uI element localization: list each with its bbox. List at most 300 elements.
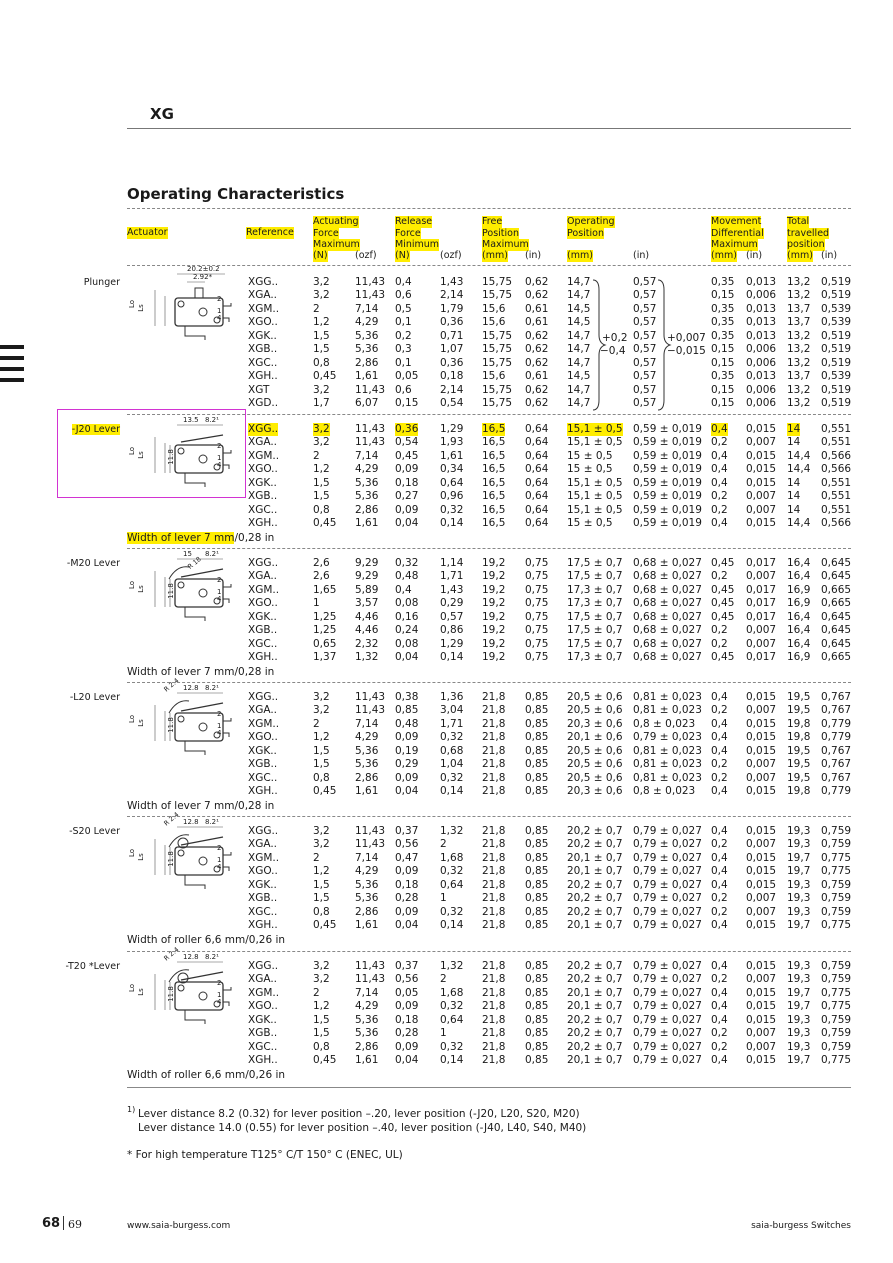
table-cell: 14,5 bbox=[567, 370, 591, 383]
table-cell: 0,015 bbox=[746, 825, 777, 837]
divider bbox=[127, 208, 851, 209]
table-cell: 0,54 bbox=[440, 397, 464, 410]
document-title: XG bbox=[150, 105, 174, 123]
table-cell: 3,2 bbox=[313, 691, 330, 703]
table-cell: 0,519 bbox=[821, 397, 852, 410]
table-cell: 0,79 ± 0,027 bbox=[633, 1040, 702, 1053]
table-cell: XGK.. bbox=[248, 744, 277, 757]
table-cell: 0,566 bbox=[821, 449, 852, 462]
table-cell: 0,04 bbox=[395, 919, 419, 932]
table-cell: 0,64 bbox=[440, 878, 464, 891]
table-cell: 0,57 bbox=[633, 356, 657, 369]
table-cell: 0,2 bbox=[711, 704, 728, 717]
dim-label: 20.2±0.2 bbox=[187, 265, 220, 273]
table-cell: 0,566 bbox=[821, 463, 852, 476]
table-cell: 2,86 bbox=[355, 356, 379, 369]
table-cell: 0,2 bbox=[711, 436, 728, 449]
table-cell: 16,4 bbox=[787, 637, 811, 650]
table-cell: 0,16 bbox=[395, 610, 419, 623]
table-cell: 0,09 bbox=[395, 463, 419, 476]
table-cell: 5,36 bbox=[355, 878, 379, 891]
table-cell: 0,015 bbox=[746, 1054, 777, 1067]
table-cell: XGM.. bbox=[248, 302, 280, 315]
table-cell: 1,25 bbox=[313, 624, 337, 637]
table-cell: 0,85 bbox=[525, 744, 549, 757]
table-cell: 0,64 bbox=[525, 423, 549, 435]
table-cell: 0,85 bbox=[525, 731, 549, 744]
table-cell: 13,7 bbox=[787, 316, 811, 329]
table-cell: 3,57 bbox=[355, 597, 379, 610]
table-cell: 21,8 bbox=[482, 691, 506, 703]
table-cell: 0,08 bbox=[395, 597, 419, 610]
table-cell: 17,5 ± 0,7 bbox=[567, 624, 623, 637]
table-cell: 0,45 bbox=[711, 557, 735, 569]
table-cell: 0,75 bbox=[525, 610, 549, 623]
table-cell: 7,14 bbox=[355, 449, 379, 462]
group-label: Plunger bbox=[83, 277, 120, 288]
table-cell: 1,71 bbox=[440, 717, 464, 730]
table-cell: 16,4 bbox=[787, 610, 811, 623]
table-cell: 0,14 bbox=[440, 651, 464, 664]
tolerance-minus: −0,015 bbox=[667, 345, 706, 357]
table-cell: 0,35 bbox=[711, 276, 735, 288]
table-cell: 19,7 bbox=[787, 1000, 811, 1013]
table-cell: 0,79 ± 0,027 bbox=[633, 878, 702, 891]
table-cell: 13,2 bbox=[787, 329, 811, 342]
table-cell: 4,29 bbox=[355, 316, 379, 329]
table-cell: 21,8 bbox=[482, 1000, 506, 1013]
unit-label: (ozf) bbox=[440, 250, 462, 261]
table-cell: 0,62 bbox=[525, 329, 549, 342]
table-cell: 0,57 bbox=[633, 343, 657, 356]
table-cell: 20,2 ± 0,7 bbox=[567, 960, 623, 972]
table-cell: 15,75 bbox=[482, 397, 513, 410]
table-cell: 0,015 bbox=[746, 744, 777, 757]
table-cell: 0,006 bbox=[746, 343, 777, 356]
table-cell: 0,32 bbox=[440, 771, 464, 784]
table-cell: 16,9 bbox=[787, 651, 811, 664]
table-cell: 0,37 bbox=[395, 825, 419, 837]
table-cell: 19,2 bbox=[482, 624, 506, 637]
table-cell: 0,015 bbox=[746, 785, 777, 798]
table-cell: 0,45 bbox=[313, 517, 337, 530]
table-cell: 0,36 bbox=[440, 316, 464, 329]
dim-ls-label: Ls bbox=[136, 853, 145, 861]
table-cell: 0,8 ± 0,023 bbox=[633, 785, 696, 798]
table-cell: 0,85 bbox=[525, 1013, 549, 1026]
table-cell: 1,43 bbox=[440, 583, 464, 596]
table-cell: 21,8 bbox=[482, 865, 506, 878]
table-cell: 20,2 ± 0,7 bbox=[567, 905, 623, 918]
table-cell: 21,8 bbox=[482, 1054, 506, 1067]
table-cell: 16,4 bbox=[787, 557, 811, 569]
table-cell: 0,59 ± 0,019 bbox=[633, 503, 702, 516]
table-cell: 0,56 bbox=[395, 838, 419, 851]
table-cell: 16,9 bbox=[787, 597, 811, 610]
table-cell: 1,5 bbox=[313, 490, 330, 503]
table-cell: 0,62 bbox=[525, 397, 549, 410]
column-header-total: position bbox=[787, 239, 825, 250]
table-cell: 0,017 bbox=[746, 583, 777, 596]
table-cell: 0,68 ± 0,027 bbox=[633, 637, 702, 650]
table-cell: 21,8 bbox=[482, 771, 506, 784]
table-cell: 0,85 bbox=[525, 758, 549, 771]
footer-divider bbox=[63, 1216, 64, 1230]
table-cell: 0,04 bbox=[395, 517, 419, 530]
table-cell: 2 bbox=[440, 973, 447, 986]
table-cell: 0,007 bbox=[746, 892, 777, 905]
table-cell: 20,5 ± 0,6 bbox=[567, 744, 623, 757]
table-cell: 0,645 bbox=[821, 624, 852, 637]
table-cell: 0,57 bbox=[633, 397, 657, 410]
table-cell: 0,57 bbox=[633, 383, 657, 396]
table-cell: 20,1 ± 0,7 bbox=[567, 1054, 623, 1067]
table-cell: XGH.. bbox=[248, 785, 278, 798]
table-cell: 0,015 bbox=[746, 878, 777, 891]
table-cell: 19,8 bbox=[787, 717, 811, 730]
table-cell: 0,85 bbox=[525, 771, 549, 784]
table-cell: 0,09 bbox=[395, 1000, 419, 1013]
table-cell: XGK.. bbox=[248, 1013, 277, 1026]
column-header-movement: Movement bbox=[711, 216, 762, 227]
table-cell: 2,86 bbox=[355, 905, 379, 918]
table-cell: XGH.. bbox=[248, 1054, 278, 1067]
table-cell: XGO.. bbox=[248, 865, 278, 878]
pin-label: 4 bbox=[217, 998, 222, 1006]
table-cell: 13,2 bbox=[787, 397, 811, 410]
table-cell: 0,007 bbox=[746, 503, 777, 516]
table-cell: 7,14 bbox=[355, 302, 379, 315]
table-cell: 0,08 bbox=[395, 637, 419, 650]
table-cell: 0,79 ± 0,027 bbox=[633, 1054, 702, 1067]
table-cell: 0,18 bbox=[440, 370, 464, 383]
table-cell: 16,5 bbox=[482, 436, 506, 449]
table-cell: 2,86 bbox=[355, 771, 379, 784]
unit-label: (mm) bbox=[482, 250, 508, 261]
table-cell: XGK.. bbox=[248, 610, 277, 623]
table-cell: 0,779 bbox=[821, 731, 852, 744]
dim-label: 12.8 bbox=[183, 953, 199, 961]
table-cell: 0,29 bbox=[440, 597, 464, 610]
table-cell: 0,779 bbox=[821, 785, 852, 798]
table-cell: 1,36 bbox=[440, 691, 464, 703]
tolerance-plus: +0,007 bbox=[667, 332, 706, 344]
table-cell: XGG.. bbox=[248, 691, 279, 703]
table-cell: 0,09 bbox=[395, 865, 419, 878]
table-cell: 20,2 ± 0,7 bbox=[567, 1040, 623, 1053]
table-cell: 0,4 bbox=[711, 919, 728, 932]
table-cell: 0,759 bbox=[821, 825, 852, 837]
column-header-operating: Position bbox=[567, 227, 604, 239]
table-cell: 0,767 bbox=[821, 758, 852, 771]
table-cell: 0,32 bbox=[440, 731, 464, 744]
table-cell: 1,7 bbox=[313, 397, 330, 410]
table-cell: 0,85 bbox=[525, 1027, 549, 1040]
table-cell: 0,18 bbox=[395, 1013, 419, 1026]
table-cell: 4,29 bbox=[355, 1000, 379, 1013]
table-cell: 0,85 bbox=[525, 825, 549, 837]
table-cell: 0,645 bbox=[821, 570, 852, 583]
table-cell: 0,539 bbox=[821, 316, 852, 329]
table-cell: XGG.. bbox=[248, 825, 279, 837]
table-cell: 20,5 ± 0,6 bbox=[567, 758, 623, 771]
table-cell: 0,29 bbox=[395, 758, 419, 771]
table-cell: 1,79 bbox=[440, 302, 464, 315]
table-cell: 0,15 bbox=[395, 397, 419, 410]
table-cell: 1,71 bbox=[440, 570, 464, 583]
table-cell: 15,1 ± 0,5 bbox=[567, 503, 623, 516]
table-cell: 20,1 ± 0,7 bbox=[567, 851, 623, 864]
table-cell: 0,645 bbox=[821, 610, 852, 623]
table-cell: 0,18 bbox=[395, 878, 419, 891]
table-cell: 20,3 ± 0,6 bbox=[567, 785, 623, 798]
table-cell: 4,46 bbox=[355, 624, 379, 637]
table-cell: 19,7 bbox=[787, 865, 811, 878]
table-cell: XGC.. bbox=[248, 1040, 278, 1053]
table-cell: XGC.. bbox=[248, 905, 278, 918]
table-cell: 1,2 bbox=[313, 316, 330, 329]
table-cell: 0,38 bbox=[395, 691, 419, 703]
table-cell: 0,759 bbox=[821, 1040, 852, 1053]
table-cell: 0,2 bbox=[711, 570, 728, 583]
table-cell: 0,519 bbox=[821, 343, 852, 356]
table-cell: 0,6 bbox=[395, 289, 412, 302]
table-cell: 20,2 ± 0,7 bbox=[567, 838, 623, 851]
table-cell: 7,14 bbox=[355, 717, 379, 730]
table-cell: 0,8 bbox=[313, 1040, 330, 1053]
table-cell: 11,43 bbox=[355, 960, 386, 972]
table-cell: 0,57 bbox=[633, 289, 657, 302]
table-cell: 13,7 bbox=[787, 370, 811, 383]
table-cell: 0,56 bbox=[395, 973, 419, 986]
table-cell: 19,8 bbox=[787, 785, 811, 798]
table-cell: 0,85 bbox=[525, 986, 549, 999]
pin-label: 2 bbox=[217, 576, 222, 584]
table-cell: 2,6 bbox=[313, 570, 330, 583]
table-cell: 1,61 bbox=[355, 517, 379, 530]
table-cell: 0,759 bbox=[821, 878, 852, 891]
table-cell: 11,43 bbox=[355, 436, 386, 449]
table-cell: 1,5 bbox=[313, 329, 330, 342]
table-cell: 0,35 bbox=[711, 370, 735, 383]
column-header-force: Actuating bbox=[313, 216, 359, 227]
table-cell: 5,36 bbox=[355, 758, 379, 771]
table-cell: 16,5 bbox=[482, 423, 506, 435]
table-cell: 0,32 bbox=[440, 865, 464, 878]
dim-lo-label: Lo bbox=[128, 714, 137, 724]
table-cell: XGH.. bbox=[248, 517, 278, 530]
table-cell: 0,4 bbox=[711, 865, 728, 878]
table-cell: 0,4 bbox=[711, 691, 728, 703]
table-cell: 0,759 bbox=[821, 1013, 852, 1026]
table-cell: 11,43 bbox=[355, 383, 386, 396]
lever-diagram bbox=[125, 676, 245, 773]
table-cell: 0,47 bbox=[395, 851, 419, 864]
table-cell: 0,4 bbox=[711, 1013, 728, 1026]
table-cell: 0,75 bbox=[525, 624, 549, 637]
table-cell: 0,54 bbox=[395, 436, 419, 449]
table-cell: 16,4 bbox=[787, 624, 811, 637]
unit-label: (in) bbox=[525, 250, 542, 261]
table-cell: 14,7 bbox=[567, 343, 591, 356]
table-cell: 4,29 bbox=[355, 865, 379, 878]
table-cell: 11,43 bbox=[355, 825, 386, 837]
dim-label: R 18 bbox=[186, 555, 203, 571]
table-cell: 0,2 bbox=[711, 1027, 728, 1040]
table-cell: 0,79 ± 0,027 bbox=[633, 905, 702, 918]
table-cell: 0,4 bbox=[711, 851, 728, 864]
table-cell: 1 bbox=[313, 597, 320, 610]
table-cell: 17,5 ± 0,7 bbox=[567, 570, 623, 583]
group-note: Width of lever 7 mm/0,28 in bbox=[127, 799, 275, 812]
table-cell: 1,25 bbox=[313, 610, 337, 623]
selection-box[interactable] bbox=[57, 409, 246, 498]
table-cell: 0,96 bbox=[440, 490, 464, 503]
table-cell: 0,04 bbox=[395, 651, 419, 664]
table-cell: 11,43 bbox=[355, 691, 386, 703]
table-cell: 0,68 bbox=[440, 744, 464, 757]
table-cell: 0,79 ± 0,027 bbox=[633, 825, 702, 837]
table-cell: 21,8 bbox=[482, 878, 506, 891]
table-cell: 0,68 ± 0,027 bbox=[633, 583, 702, 596]
dim-label: 11.8 bbox=[166, 986, 175, 1002]
table-cell: 2,86 bbox=[355, 503, 379, 516]
table-cell: 1,61 bbox=[355, 919, 379, 932]
table-cell: 0,09 bbox=[395, 1040, 419, 1053]
table-cell: 0,79 ± 0,027 bbox=[633, 1000, 702, 1013]
table-cell: 19,5 bbox=[787, 704, 811, 717]
table-cell: 0,35 bbox=[711, 329, 735, 342]
column-header-release: Release bbox=[395, 216, 433, 227]
pin-label: 2 bbox=[217, 710, 222, 718]
table-cell: 0,57 bbox=[633, 370, 657, 383]
table-cell: 0,2 bbox=[711, 892, 728, 905]
table-cell: 0,45 bbox=[313, 370, 337, 383]
table-cell: 0,81 ± 0,023 bbox=[633, 758, 702, 771]
table-cell: 14,4 bbox=[787, 517, 811, 530]
table-cell: 3,2 bbox=[313, 423, 330, 435]
table-cell: 3,2 bbox=[313, 838, 330, 851]
table-cell: 21,8 bbox=[482, 731, 506, 744]
table-cell: 5,36 bbox=[355, 892, 379, 905]
lever-diagram bbox=[125, 549, 245, 639]
footer-url[interactable]: www.saia-burgess.com bbox=[127, 1221, 231, 1231]
table-cell: 0,013 bbox=[746, 302, 777, 315]
table-cell: 21,8 bbox=[482, 892, 506, 905]
table-cell: 0,85 bbox=[525, 1040, 549, 1053]
column-header-operating: Operating bbox=[567, 216, 615, 227]
section-title: Operating Characteristics bbox=[127, 185, 345, 203]
table-cell: 13,2 bbox=[787, 276, 811, 288]
table-cell: 0,4 bbox=[711, 517, 728, 530]
table-cell: 0,45 bbox=[711, 651, 735, 664]
table-cell: XGB.. bbox=[248, 1027, 278, 1040]
tolerance-plus: +0,2 bbox=[602, 332, 628, 344]
table-cell: 0,36 bbox=[395, 423, 419, 435]
table-cell: 21,8 bbox=[482, 851, 506, 864]
table-cell: 0,59 ± 0,019 bbox=[633, 463, 702, 476]
table-cell: 0,4 bbox=[711, 463, 728, 476]
table-cell: 0,79 ± 0,027 bbox=[633, 1027, 702, 1040]
table-cell: 19,2 bbox=[482, 583, 506, 596]
table-cell: 5,36 bbox=[355, 476, 379, 489]
table-cell: 15,75 bbox=[482, 343, 513, 356]
table-cell: 0,006 bbox=[746, 356, 777, 369]
dim-label: 11.8 bbox=[166, 583, 175, 599]
table-cell: 20,1 ± 0,7 bbox=[567, 865, 623, 878]
table-cell: 19,2 bbox=[482, 570, 506, 583]
table-cell: 1,5 bbox=[313, 892, 330, 905]
table-cell: 0,64 bbox=[525, 503, 549, 516]
table-cell: 17,3 ± 0,7 bbox=[567, 583, 623, 596]
table-cell: 0,775 bbox=[821, 986, 852, 999]
table-cell: XGT bbox=[248, 383, 270, 396]
table-cell: 0,1 bbox=[395, 316, 412, 329]
group-label: -J20 Lever bbox=[71, 424, 120, 435]
table-cell: XGO.. bbox=[248, 597, 278, 610]
table-cell: 0,37 bbox=[395, 960, 419, 972]
table-cell: 0,2 bbox=[711, 503, 728, 516]
table-cell: 0,45 bbox=[711, 597, 735, 610]
table-cell: 0,15 bbox=[711, 343, 735, 356]
table-cell: 0,04 bbox=[395, 1054, 419, 1067]
table-cell: 0,59 ± 0,019 bbox=[633, 436, 702, 449]
table-cell: 1,14 bbox=[440, 557, 464, 569]
table-cell: 0,4 bbox=[711, 744, 728, 757]
footnote-2: * For high temperature T125° C/T 150° C (ENEC, UL) bbox=[127, 1149, 403, 1161]
column-header-force: Maximum bbox=[313, 239, 360, 250]
table-cell: 0,64 bbox=[440, 1013, 464, 1026]
lever-diagram bbox=[125, 945, 245, 1042]
table-cell: 0,015 bbox=[746, 731, 777, 744]
group-label: -T20 *Lever bbox=[65, 961, 120, 972]
table-cell: 19,3 bbox=[787, 878, 811, 891]
table-cell: 16,4 bbox=[787, 570, 811, 583]
table-cell: 0,566 bbox=[821, 517, 852, 530]
unit-label: (in) bbox=[746, 250, 763, 261]
column-header-release: Minimum bbox=[395, 239, 440, 250]
table-cell: 0,007 bbox=[746, 771, 777, 784]
dim-ls-label: Ls bbox=[136, 304, 145, 312]
table-cell: 3,04 bbox=[440, 704, 464, 717]
table-cell: 0,007 bbox=[746, 838, 777, 851]
table-cell: 1,61 bbox=[355, 785, 379, 798]
lever-diagram bbox=[125, 810, 245, 907]
table-cell: 0,007 bbox=[746, 704, 777, 717]
table-cell: 1,5 bbox=[313, 1027, 330, 1040]
table-cell: 6,07 bbox=[355, 397, 379, 410]
table-cell: XGB.. bbox=[248, 624, 278, 637]
table-cell: 21,8 bbox=[482, 919, 506, 932]
table-cell: 21,8 bbox=[482, 785, 506, 798]
table-cell: 15,1 ± 0,5 bbox=[567, 476, 623, 489]
table-cell: 0,14 bbox=[440, 1054, 464, 1067]
table-cell: XGH.. bbox=[248, 370, 278, 383]
table-cell: 0,551 bbox=[821, 490, 852, 503]
table-cell: 5,36 bbox=[355, 490, 379, 503]
table-cell: 0,57 bbox=[440, 610, 464, 623]
table-cell: 20,5 ± 0,6 bbox=[567, 771, 623, 784]
table-cell: 0,68 ± 0,027 bbox=[633, 597, 702, 610]
tab-marker bbox=[0, 378, 24, 382]
table-cell: 2,14 bbox=[440, 289, 464, 302]
table-cell: XGG.. bbox=[248, 960, 279, 972]
dim-label: 8.2¹ bbox=[205, 818, 219, 826]
pin-label: 4 bbox=[217, 863, 222, 871]
table-cell: 19,2 bbox=[482, 557, 506, 569]
pin-label: 4 bbox=[217, 595, 222, 603]
table-cell: 17,5 ± 0,7 bbox=[567, 557, 623, 569]
